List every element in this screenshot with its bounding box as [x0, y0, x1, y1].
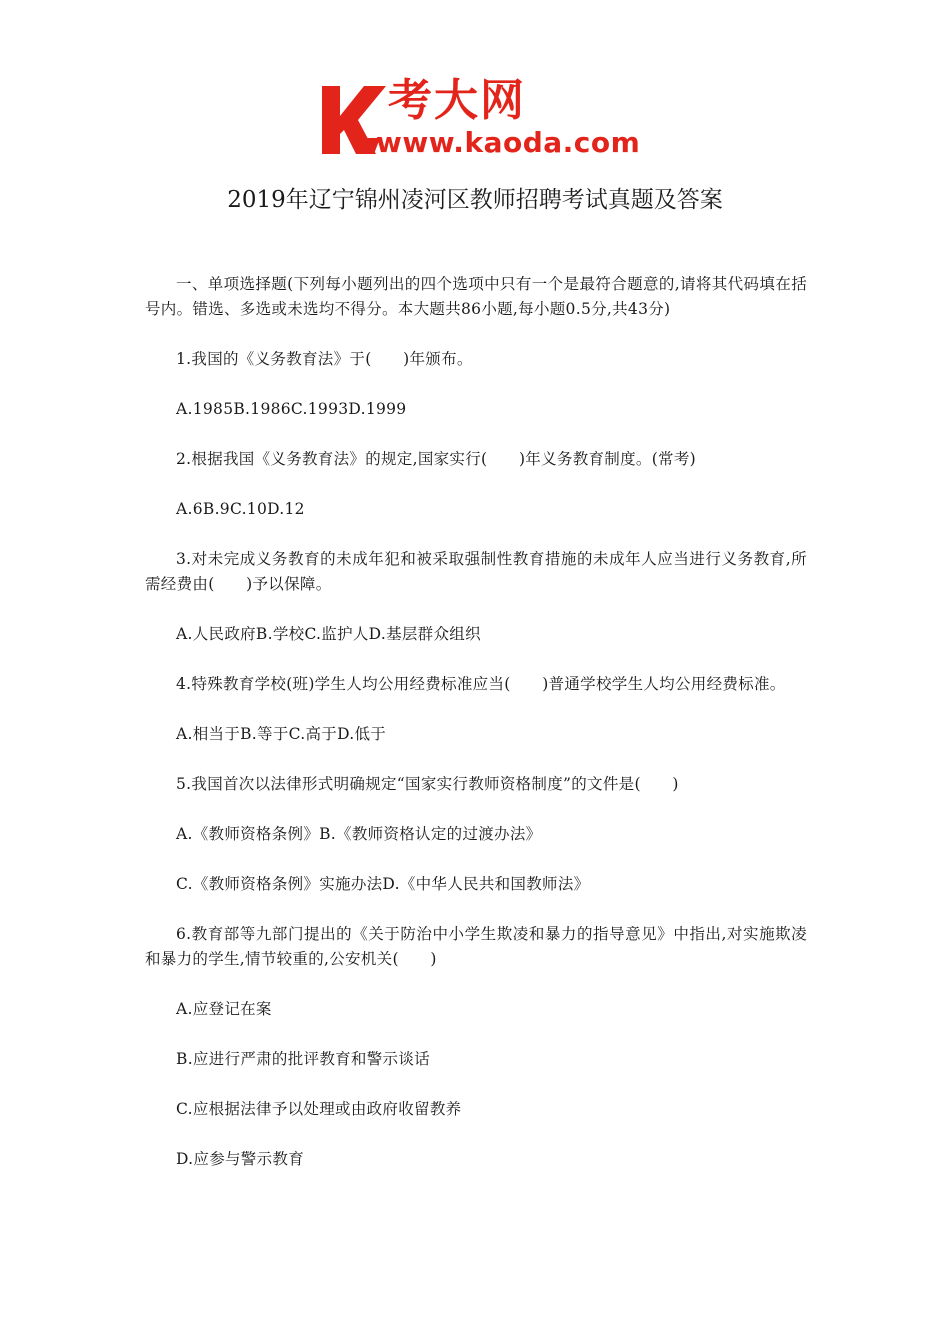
- question-6: 6.教育部等九部门提出的《关于防治中小学生欺凌和暴力的指导意见》中指出,对实施欺凌和暴力的学生,情节较重的,公安机关( ): [145, 925, 807, 968]
- question-5-options-ab: A.《教师资格条例》B.《教师资格认定的过渡办法》: [176, 825, 542, 843]
- question-6-option-d: D.应参与警示教育: [176, 1150, 305, 1168]
- logo-brand-text: 考大网: [388, 75, 526, 126]
- question-1: 1.我国的《义务教育法》于( )年颁布。: [176, 350, 473, 368]
- question-6-option-c: C.应根据法律予以处理或由政府收留教养: [176, 1100, 462, 1118]
- question-5-options-cd: C.《教师资格条例》实施办法D.《中华人民共和国教师法》: [176, 875, 590, 893]
- question-5: 5.我国首次以法律形式明确规定“国家实行教师资格制度”的文件是( ): [176, 775, 679, 793]
- question-6-option-a: A.应登记在案: [176, 1000, 272, 1018]
- logo-url-text: www.kaoda.com: [376, 126, 641, 159]
- document-title: 2019年辽宁锦州凌河区教师招聘考试真题及答案: [227, 187, 723, 213]
- question-2: 2.根据我国《义务教育法》的规定,国家实行( )年义务教育制度。(常考): [176, 450, 697, 468]
- section-instructions: 一、单项选择题(下列每小题列出的四个选项中只有一个是最符合题意的,请将其代码填在括号内。错选、多选或未选均不得分。本大题共86小题,每小题0.5分,共43分): [145, 275, 807, 318]
- document-body: [145, 272, 807, 1197]
- kaoda-logo: [318, 75, 641, 164]
- question-4-options: A.相当于B.等于C.高于D.低于: [176, 725, 387, 743]
- question-3: 3.对未完成义务教育的未成年犯和被采取强制性教育措施的未成年人应当进行义务教育,所需经费由( )予以保障。: [145, 550, 807, 593]
- question-3-options: A.人民政府B.学校C.监护人D.基层群众组织: [176, 625, 481, 643]
- question-6-option-b: B.应进行严肃的批评教育和警示谈话: [176, 1050, 430, 1068]
- question-1-options: A.1985B.1986C.1993D.1999: [176, 400, 407, 418]
- question-2-options: A.6B.9C.10D.12: [176, 500, 305, 518]
- question-4: 4.特殊教育学校(班)学生人均公用经费标准应当( )普通学校学生人均公用经费标准。: [176, 675, 786, 693]
